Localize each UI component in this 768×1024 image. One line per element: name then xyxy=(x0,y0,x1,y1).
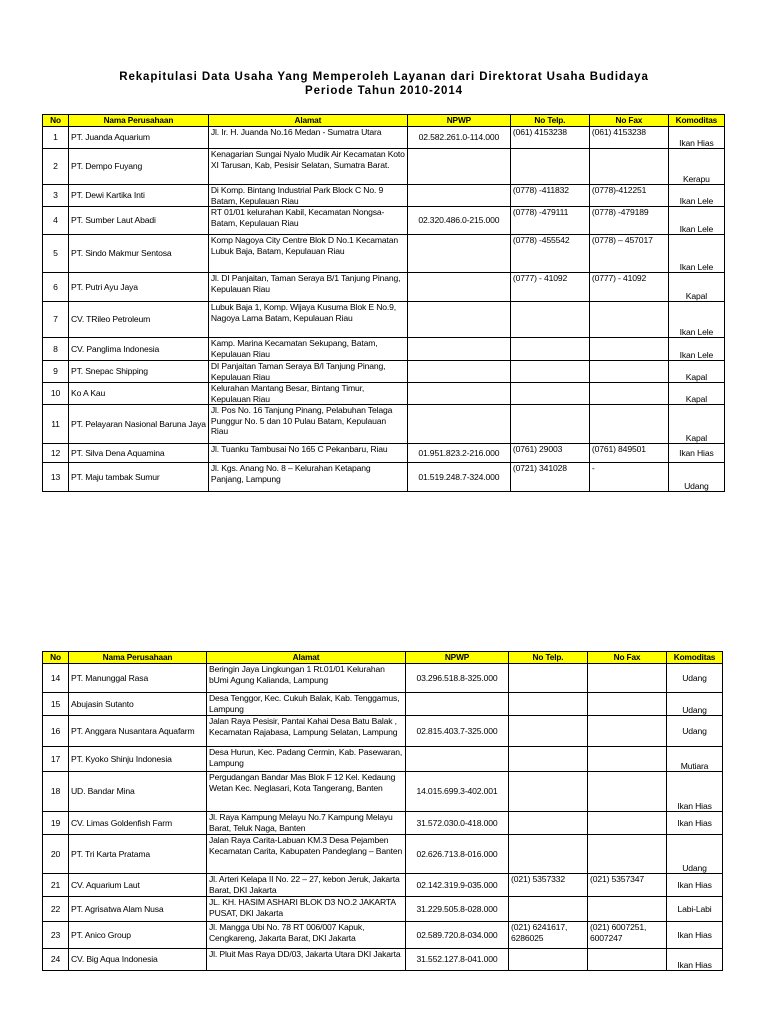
cell-commodity: Labi-Labi xyxy=(667,897,723,922)
cell-address: Jl. Tuanku Tambusai No 165 C Pekanbaru, Riau xyxy=(208,444,407,463)
cell-commodity: Ikan Hias xyxy=(668,444,724,463)
cell-commodity: Ikan Lele xyxy=(668,207,724,235)
cell-commodity: Udang xyxy=(667,716,723,747)
cell-no: 18 xyxy=(43,772,69,812)
cell-commodity: Udang xyxy=(667,693,723,716)
table-row xyxy=(43,405,725,444)
cell-fax: - xyxy=(589,463,668,492)
cell-company-name: PT. Pelayaran Nasional Baruna Jaya xyxy=(69,405,209,444)
table-row xyxy=(43,835,723,874)
cell-npwp: 02.142.319.9-035.000 xyxy=(406,874,509,897)
cell-commodity: Mutiara xyxy=(667,747,723,772)
column-header-no: No xyxy=(43,115,69,127)
cell-commodity: Udang xyxy=(668,463,724,492)
cell-phone: (0777) - 41092 xyxy=(510,273,589,302)
cell-phone xyxy=(510,405,589,444)
table-row xyxy=(43,185,725,207)
cell-commodity: Ikan Lele xyxy=(668,185,724,207)
cell-company-name: CV. Aquarium Laut xyxy=(69,874,207,897)
cell-npwp xyxy=(407,235,510,273)
cell-phone xyxy=(509,716,588,747)
cell-npwp: 02.582.261.0-114.000 xyxy=(407,127,510,149)
cell-address: Di Komp. Bintang Industrial Park Block C No. 9 Batam, Kepulauan Riau xyxy=(208,185,407,207)
cell-fax xyxy=(588,664,667,693)
cell-company-name: CV. Panglima Indonesia xyxy=(69,338,209,361)
table-row xyxy=(43,383,725,405)
cell-no: 2 xyxy=(43,149,69,185)
cell-address: Jl. Arteri Kelapa II No. 22 – 27, kebon Jeruk, Jakarta Barat, DKI Jakarta xyxy=(207,874,406,897)
document-subtitle: Periode Tahun 2010-2014 xyxy=(305,85,463,97)
cell-fax xyxy=(588,835,667,874)
cell-fax: (061) 4153238 xyxy=(589,127,668,149)
table-row xyxy=(43,207,725,235)
column-header-nama: Nama Perusahaan xyxy=(69,115,209,127)
cell-company-name: PT. Maju tambak Sumur xyxy=(69,463,209,492)
cell-address: Jl. DI Panjaitan, Taman Seraya B/1 Tanjung Pinang, Kepulauan Riau xyxy=(208,273,407,302)
cell-phone: (0721) 341028 xyxy=(510,463,589,492)
cell-fax: (0778) – 457017 xyxy=(589,235,668,273)
cell-company-name: PT. Anggara Nusantara Aquafarm xyxy=(69,716,207,747)
cell-commodity: Kapal xyxy=(668,383,724,405)
cell-commodity: Kerapu xyxy=(668,149,724,185)
cell-fax: (0761) 849501 xyxy=(589,444,668,463)
cell-fax xyxy=(588,949,667,971)
table-row xyxy=(43,273,725,302)
cell-fax: (021) 6007251, 6007247 xyxy=(588,922,667,949)
cell-npwp: 01.951.823.2-216.000 xyxy=(407,444,510,463)
cell-address: Beringin Jaya Lingkungan 1 Rt.01/01 Kelurahan bUmi Agung Kalianda, Lampung xyxy=(207,664,406,693)
cell-commodity: Kapal xyxy=(668,361,724,383)
cell-commodity: Kapal xyxy=(668,273,724,302)
cell-company-name: PT. Dempo Fuyang xyxy=(69,149,209,185)
table-row xyxy=(43,235,725,273)
cell-no: 14 xyxy=(43,664,69,693)
column-header-fax: No Fax xyxy=(589,115,668,127)
cell-phone xyxy=(510,149,589,185)
table-row xyxy=(43,664,723,693)
table-row xyxy=(43,361,725,383)
cell-phone: (021) 6241617, 6286025 xyxy=(509,922,588,949)
cell-npwp xyxy=(406,693,509,716)
cell-fax xyxy=(589,405,668,444)
cell-address: JL. KH. HASIM ASHARI BLOK D3 NO.2 JAKARTA PUSAT, DKI Jakarta xyxy=(207,897,406,922)
cell-no: 16 xyxy=(43,716,69,747)
cell-address: RT 01/01 kelurahan Kabil, Kecamatan Nongsa-Batam, Kepulauan Riau xyxy=(208,207,407,235)
cell-company-name: CV. Big Aqua Indonesia xyxy=(69,949,207,971)
cell-npwp: 02.589.720.8-034.000 xyxy=(406,922,509,949)
table-row xyxy=(43,302,725,338)
column-header-telp: No Telp. xyxy=(509,652,588,664)
cell-address: Jl. Pluit Mas Raya DD/03, Jakarta Utara DKI Jakarta xyxy=(207,949,406,971)
cell-no: 4 xyxy=(43,207,69,235)
cell-fax xyxy=(588,716,667,747)
cell-no: 12 xyxy=(43,444,69,463)
cell-phone xyxy=(509,747,588,772)
cell-npwp xyxy=(406,747,509,772)
cell-no: 6 xyxy=(43,273,69,302)
column-header-npwp: NPWP xyxy=(407,115,510,127)
cell-no: 15 xyxy=(43,693,69,716)
cell-npwp xyxy=(407,185,510,207)
column-header-npwp: NPWP xyxy=(406,652,509,664)
column-header-no: No xyxy=(43,652,69,664)
cell-company-name: Ko A Kau xyxy=(69,383,209,405)
cell-fax: (0778) -479189 xyxy=(589,207,668,235)
cell-address: Jl. Ir. H. Juanda No.16 Medan - Sumatra Utara xyxy=(208,127,407,149)
cell-company-name: PT. Juanda Aquarium xyxy=(69,127,209,149)
cell-npwp xyxy=(407,383,510,405)
cell-fax xyxy=(589,383,668,405)
cell-no: 19 xyxy=(43,812,69,835)
cell-phone xyxy=(509,772,588,812)
cell-npwp: 31.229.505.8-028.000 xyxy=(406,897,509,922)
table-row xyxy=(43,693,723,716)
cell-company-name: PT. Manunggal Rasa xyxy=(69,664,207,693)
cell-commodity: Udang xyxy=(667,664,723,693)
table-row xyxy=(43,716,723,747)
cell-phone xyxy=(510,383,589,405)
table-row xyxy=(43,444,725,463)
cell-no: 21 xyxy=(43,874,69,897)
cell-no: 3 xyxy=(43,185,69,207)
cell-company-name: CV. TRileo Petroleum xyxy=(69,302,209,338)
cell-fax xyxy=(588,693,667,716)
cell-commodity: Ikan Lele xyxy=(668,235,724,273)
cell-company-name: PT. Sindo Makmur Sentosa xyxy=(69,235,209,273)
cell-company-name: PT. Kyoko Shinju Indonesia xyxy=(69,747,207,772)
cell-no: 17 xyxy=(43,747,69,772)
cell-no: 11 xyxy=(43,405,69,444)
cell-commodity: Ikan Lele xyxy=(668,338,724,361)
table-row xyxy=(43,149,725,185)
table-row xyxy=(43,949,723,971)
cell-address: Jl. Kgs. Anang No. 8 – Kelurahan Ketapang Panjang, Lampung xyxy=(208,463,407,492)
cell-fax xyxy=(589,361,668,383)
document-title: Rekapitulasi Data Usaha Yang Memperoleh Layanan dari Direktorat Usaha Budidaya xyxy=(119,71,649,83)
cell-npwp xyxy=(407,338,510,361)
cell-company-name: PT. Agrisatwa Alam Nusa xyxy=(69,897,207,922)
cell-phone xyxy=(509,693,588,716)
cell-address: Lubuk Baja 1, Komp. Wijaya Kusuma Blok E No.9, Nagoya Lama Batam, Kepulauan Riau xyxy=(208,302,407,338)
cell-fax xyxy=(588,747,667,772)
cell-company-name: PT. Tri Karta Pratama xyxy=(69,835,207,874)
table-row xyxy=(43,127,725,149)
cell-fax: (021) 5357347 xyxy=(588,874,667,897)
cell-phone: (0778) -479111 xyxy=(510,207,589,235)
cell-company-name: PT. Dewi Kartika Inti xyxy=(69,185,209,207)
cell-address: Jalan Raya Carita-Labuan KM.3 Desa Pejamben Kecamatan Carita, Kabupaten Pandeglang – Banten xyxy=(207,835,406,874)
cell-phone: (021) 5357332 xyxy=(509,874,588,897)
table-row xyxy=(43,874,723,897)
cell-commodity: Ikan Lele xyxy=(668,302,724,338)
cell-address: Jl. Raya Kampung Melayu No.7 Kampung Melayu Barat, Teluk Naga, Banten xyxy=(207,812,406,835)
column-header-kom: Komoditas xyxy=(668,115,724,127)
cell-phone xyxy=(510,302,589,338)
cell-address: Desa Hurun, Kec. Padang Cermin, Kab. Pasewaran, Lampung xyxy=(207,747,406,772)
table-row xyxy=(43,897,723,922)
cell-phone xyxy=(510,361,589,383)
column-header-kom: Komoditas xyxy=(667,652,723,664)
cell-address: Komp Nagoya City Centre Blok D No.1 Kecamatan Lubuk Baja, Batam, Kepulauan Riau xyxy=(208,235,407,273)
cell-commodity: Ikan Hias xyxy=(667,922,723,949)
cell-phone: (061) 4153238 xyxy=(510,127,589,149)
cell-commodity: Ikan Hias xyxy=(668,127,724,149)
data-table-1 xyxy=(42,114,725,492)
cell-npwp xyxy=(407,405,510,444)
table-row xyxy=(43,922,723,949)
data-table-2 xyxy=(42,651,723,971)
column-header-nama: Nama Perusahaan xyxy=(69,652,207,664)
cell-no: 10 xyxy=(43,383,69,405)
table-row xyxy=(43,772,723,812)
cell-npwp: 02.626.713.8-016.000 xyxy=(406,835,509,874)
cell-phone xyxy=(509,812,588,835)
cell-no: 1 xyxy=(43,127,69,149)
cell-address: Desa Tenggor, Kec. Cukuh Balak, Kab. Tenggamus, Lampung xyxy=(207,693,406,716)
cell-fax xyxy=(589,338,668,361)
cell-address: Kelurahan Mantang Besar, Bintang Timur, Kepulauan Riau xyxy=(208,383,407,405)
cell-company-name: UD. Bandar Mina xyxy=(69,772,207,812)
cell-phone: (0761) 29003 xyxy=(510,444,589,463)
cell-commodity: Ikan Hias xyxy=(667,772,723,812)
cell-no: 23 xyxy=(43,922,69,949)
cell-company-name: PT. Sumber Laut Abadi xyxy=(69,207,209,235)
cell-commodity: Ikan Hias xyxy=(667,874,723,897)
cell-fax xyxy=(589,149,668,185)
cell-npwp: 03.296.518.8-325.000 xyxy=(406,664,509,693)
cell-company-name: CV. Limas Goldenfish Farm xyxy=(69,812,207,835)
cell-no: 24 xyxy=(43,949,69,971)
cell-phone xyxy=(509,664,588,693)
cell-commodity: Udang xyxy=(667,835,723,874)
cell-fax xyxy=(589,302,668,338)
cell-address: Pergudangan Bandar Mas Blok F 12 Kel. Kedaung Wetan Kec. Neglasari, Kota Tangerang, Banten xyxy=(207,772,406,812)
cell-company-name: PT. Putri Ayu Jaya xyxy=(69,273,209,302)
cell-npwp: 01.519.248.7-324.000 xyxy=(407,463,510,492)
cell-address: Jl. Pos No. 16 Tanjung Pinang, Pelabuhan Telaga Punggur No. 5 dan 10 Pulau Batam, Kepulauan Riau xyxy=(208,405,407,444)
cell-fax xyxy=(588,812,667,835)
column-header-alamat: Alamat xyxy=(207,652,406,664)
cell-npwp xyxy=(407,273,510,302)
cell-npwp: 14.015.699.3-402.001 xyxy=(406,772,509,812)
cell-fax xyxy=(588,772,667,812)
column-header-telp: No Telp. xyxy=(510,115,589,127)
cell-commodity: Ikan Hias xyxy=(667,949,723,971)
cell-phone: (0778) -411832 xyxy=(510,185,589,207)
cell-address: Kenagarian Sungai Nyalo Mudik Air Kecamatan Koto XI Tarusan, Kab, Pesisir Selatan, Sumatra Barat. xyxy=(208,149,407,185)
cell-company-name: PT. Snepac Shipping xyxy=(69,361,209,383)
cell-company-name: PT. Anico Group xyxy=(69,922,207,949)
cell-npwp: 02.320.486.0-215.000 xyxy=(407,207,510,235)
cell-fax: (0778)-412251 xyxy=(589,185,668,207)
table-row xyxy=(43,338,725,361)
table-header-row xyxy=(43,115,725,127)
table-row xyxy=(43,463,725,492)
cell-npwp: 31.552.127.8-041.000 xyxy=(406,949,509,971)
table-row xyxy=(43,747,723,772)
cell-commodity: Kapal xyxy=(668,405,724,444)
column-header-alamat: Alamat xyxy=(208,115,407,127)
cell-fax xyxy=(588,897,667,922)
cell-npwp xyxy=(407,149,510,185)
cell-no: 8 xyxy=(43,338,69,361)
table-header-row xyxy=(43,652,723,664)
cell-phone xyxy=(509,835,588,874)
cell-no: 7 xyxy=(43,302,69,338)
cell-no: 9 xyxy=(43,361,69,383)
cell-npwp: 02.815.403.7-325.000 xyxy=(406,716,509,747)
cell-phone xyxy=(509,949,588,971)
table-row xyxy=(43,812,723,835)
cell-npwp: 31.572.030.0-418.000 xyxy=(406,812,509,835)
cell-fax: (0777) - 41092 xyxy=(589,273,668,302)
cell-no: 20 xyxy=(43,835,69,874)
cell-phone xyxy=(510,338,589,361)
column-header-fax: No Fax xyxy=(588,652,667,664)
cell-phone: (0778) -455542 xyxy=(510,235,589,273)
cell-company-name: Abujasin Sutanto xyxy=(69,693,207,716)
cell-no: 13 xyxy=(43,463,69,492)
cell-company-name: PT. Silva Dena Aquamina xyxy=(69,444,209,463)
cell-npwp xyxy=(407,302,510,338)
cell-no: 5 xyxy=(43,235,69,273)
cell-npwp xyxy=(407,361,510,383)
cell-phone xyxy=(509,897,588,922)
cell-address: Jalan Raya Pesisir, Pantai Kahai Desa Batu Balak , Kecamatan Rajabasa, Lampung Selatan, Lampung xyxy=(207,716,406,747)
cell-address: Jl. Mangga Ubi No. 78 RT 006/007 Kapuk, Cengkareng, Jakarta Barat, DKI Jakarta xyxy=(207,922,406,949)
cell-address: Kamp. Marina Kecamatan Sekupang, Batam, Kepulauan Riau xyxy=(208,338,407,361)
cell-address: DI Panjaitan Taman Seraya B/I Tanjung Pinang, Kepulauan Riau xyxy=(208,361,407,383)
cell-no: 22 xyxy=(43,897,69,922)
cell-commodity: Ikan Hias xyxy=(667,812,723,835)
